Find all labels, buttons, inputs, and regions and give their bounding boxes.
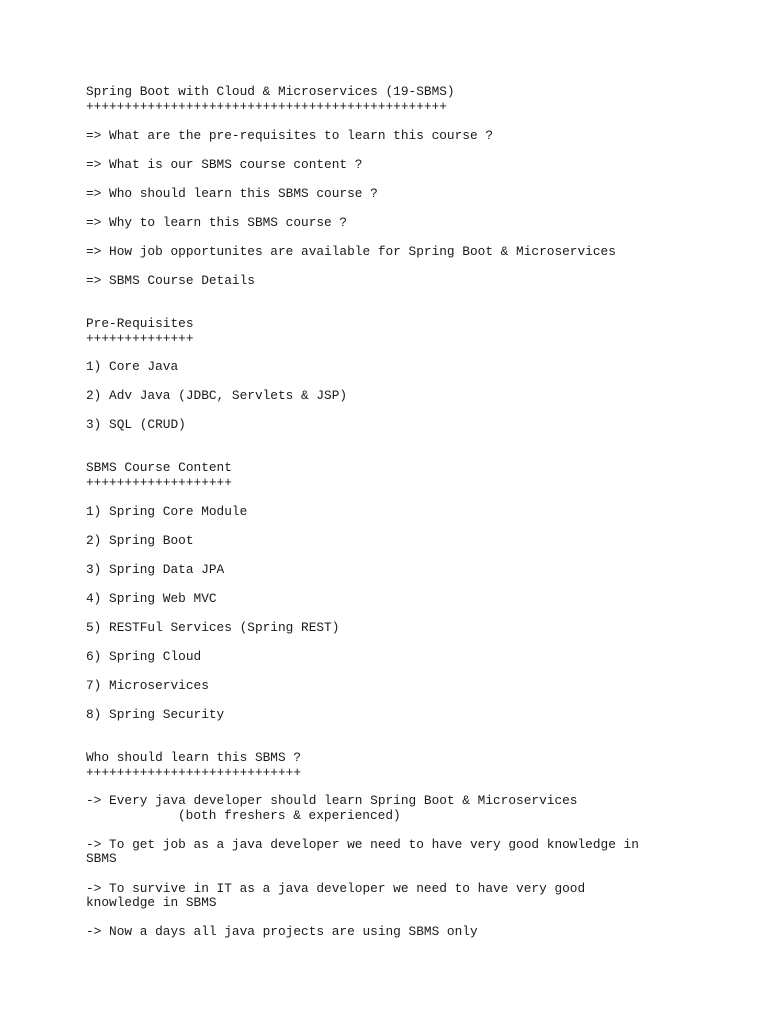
- prerequisite-item: 2) Adv Java (JDBC, Servlets & JSP): [86, 388, 348, 403]
- question-course-details: => SBMS Course Details: [86, 273, 255, 288]
- audience-point-continuation: (both freshers & experienced): [178, 808, 401, 823]
- course-content-item: 2) Spring Boot: [86, 533, 194, 548]
- course-content-item: 7) Microservices: [86, 678, 209, 693]
- course-content-item: 5) RESTFul Services (Spring REST): [86, 620, 340, 635]
- title-rule: +++++++++++++++++++++++++++++++++++++++++++++++: [86, 99, 447, 114]
- question-job-opportunities: => How job opportunites are available for Spring Boot & Microservices: [86, 244, 616, 259]
- course-content-rule: +++++++++++++++++++: [86, 475, 232, 490]
- question-course-content: => What is our SBMS course content ?: [86, 157, 363, 172]
- course-content-item: 8) Spring Security: [86, 707, 225, 722]
- prerequisites-heading: Pre-Requisites: [86, 316, 194, 331]
- audience-point: -> To survive in IT as a java developer we need to have very good: [86, 881, 586, 896]
- prerequisites-rule: ++++++++++++++: [86, 331, 194, 346]
- question-who-should-learn: => Who should learn this SBMS course ?: [86, 186, 378, 201]
- audience-point: -> To get job as a java developer we need to have very good knowledge in: [86, 837, 639, 852]
- audience-point-continuation: SBMS: [86, 851, 117, 866]
- course-content-item: 4) Spring Web MVC: [86, 591, 217, 606]
- audience-point-continuation: knowledge in SBMS: [86, 895, 217, 910]
- prerequisite-item: 3) SQL (CRUD): [86, 417, 186, 432]
- audience-point: -> Every java developer should learn Spring Boot & Microservices: [86, 793, 578, 808]
- course-content-item: 6) Spring Cloud: [86, 649, 202, 664]
- course-content-item: 3) Spring Data JPA: [86, 562, 225, 577]
- course-content-item: 1) Spring Core Module: [86, 504, 248, 519]
- course-content-heading: SBMS Course Content: [86, 460, 232, 475]
- prerequisite-item: 1) Core Java: [86, 359, 179, 374]
- audience-rule: ++++++++++++++++++++++++++++: [86, 765, 302, 780]
- question-why-learn: => Why to learn this SBMS course ?: [86, 215, 348, 230]
- audience-heading: Who should learn this SBMS ?: [86, 750, 302, 765]
- document-title: Spring Boot with Cloud & Microservices (19-SBMS): [86, 84, 455, 99]
- audience-point: -> Now a days all java projects are using SBMS only: [86, 924, 478, 939]
- question-prerequisites: => What are the pre-requisites to learn this course ?: [86, 128, 494, 143]
